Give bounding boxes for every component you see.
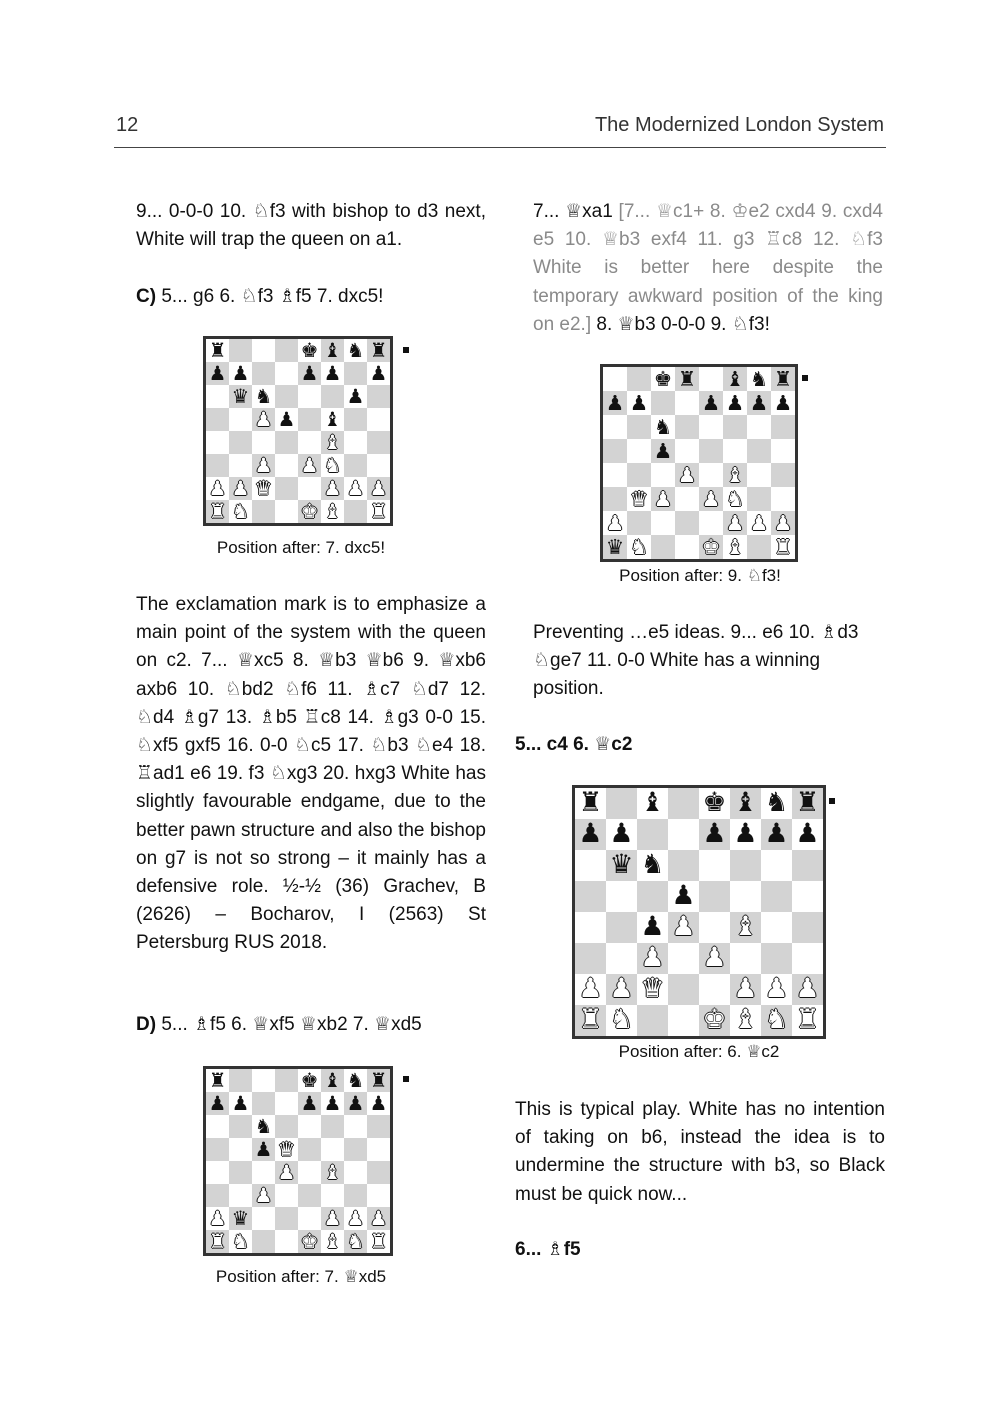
black-rook-icon: ♜ — [208, 1068, 227, 1092]
board-square — [730, 850, 761, 881]
white-pawn-icon: ♟ — [208, 476, 227, 500]
chess-board-r2 — [572, 785, 826, 1039]
board-square — [699, 463, 723, 487]
board-square — [298, 1138, 321, 1161]
board-square — [367, 1161, 390, 1184]
board-square — [344, 454, 367, 477]
white-pawn-icon: ♟ — [795, 973, 820, 1005]
board-square — [252, 1161, 275, 1184]
board-square — [603, 415, 627, 439]
book-title: The Modernized London System — [594, 114, 884, 136]
white-rook-icon: ♜ — [369, 499, 388, 523]
board-square — [344, 1161, 367, 1184]
black-knight-icon: ♞ — [749, 366, 769, 391]
board-square — [252, 1069, 275, 1092]
board-square — [575, 881, 606, 912]
board-square — [367, 454, 390, 477]
board-square — [321, 385, 344, 408]
board-square — [252, 500, 275, 523]
board-square — [668, 850, 699, 881]
black-pawn-icon: ♟ — [609, 818, 634, 850]
black-pawn-icon: ♟ — [323, 1091, 342, 1115]
white-pawn-icon: ♟ — [323, 1206, 342, 1230]
board-square — [206, 408, 229, 431]
left-paragraph-1: 9... 0-0-0 10. ♘f3 with bishop to d3 next, White will trap the queen on a1. — [136, 201, 486, 251]
board-square — [747, 463, 771, 487]
white-queen-icon: ♛ — [629, 486, 649, 511]
turn-marker-r2 — [829, 798, 835, 804]
board-square — [229, 454, 252, 477]
black-knight-icon: ♞ — [653, 414, 673, 439]
black-pawn-icon: ♟ — [749, 390, 769, 415]
chess-board-d — [203, 1066, 393, 1256]
board-square — [206, 1138, 229, 1161]
board-square — [761, 850, 792, 881]
board-square — [229, 1115, 252, 1138]
black-rook-icon: ♜ — [677, 366, 697, 391]
right-paragraph-2: Preventing …e5 ideas. 9... e6 10. ♗d3 ♘ge7 11. 0-0 White has a winning position. — [533, 622, 859, 700]
board-square — [606, 943, 637, 974]
board-square — [771, 463, 795, 487]
white-knight-icon: ♞ — [764, 1004, 789, 1036]
board-square — [367, 431, 390, 454]
board-square — [699, 511, 723, 535]
white-queen-icon: ♛ — [640, 973, 665, 1005]
white-queen-icon: ♛ — [277, 1137, 296, 1161]
board-square — [252, 1092, 275, 1115]
white-bishop-icon: ♝ — [733, 911, 758, 943]
chess-board-r1 — [600, 364, 798, 562]
right-p1-main-b: 8. ♕b3 0-0-0 9. ♘f3! — [591, 313, 770, 335]
board-square — [792, 881, 823, 912]
white-pawn-icon: ♟ — [254, 453, 273, 477]
black-pawn-icon: ♟ — [795, 818, 820, 850]
black-pawn-icon: ♟ — [578, 818, 603, 850]
board-square — [603, 439, 627, 463]
white-bishop-icon: ♝ — [323, 430, 342, 454]
board-square — [206, 431, 229, 454]
black-knight-icon: ♞ — [346, 1068, 365, 1092]
board-square — [575, 943, 606, 974]
black-pawn-icon: ♟ — [208, 1091, 227, 1115]
section-c-heading — [136, 283, 383, 311]
black-rook-icon: ♜ — [369, 338, 388, 362]
board-square — [206, 385, 229, 408]
board-square — [252, 362, 275, 385]
board-square — [298, 1184, 321, 1207]
black-bishop-icon: ♝ — [640, 787, 665, 819]
white-pawn-icon: ♟ — [749, 510, 769, 535]
board-square — [229, 1161, 252, 1184]
board-square — [344, 1115, 367, 1138]
board-square — [771, 439, 795, 463]
right-paragraph-1 — [533, 198, 883, 339]
board-square — [637, 819, 668, 850]
turn-marker-c — [403, 347, 409, 353]
white-pawn-icon: ♟ — [702, 942, 727, 974]
black-pawn-icon: ♟ — [725, 390, 745, 415]
board-square — [699, 912, 730, 943]
black-knight-icon: ♞ — [254, 384, 273, 408]
black-bishop-icon: ♝ — [733, 787, 758, 819]
white-pawn-icon: ♟ — [208, 1206, 227, 1230]
page-number: 12 — [116, 114, 139, 136]
white-pawn-icon: ♟ — [640, 942, 665, 974]
board-square — [723, 415, 747, 439]
black-pawn-icon: ♟ — [605, 390, 625, 415]
board-square — [627, 439, 651, 463]
board-c-caption: Position after: 7. dxc5! — [216, 538, 386, 557]
black-pawn-icon: ♟ — [300, 1091, 319, 1115]
white-rook-icon: ♜ — [795, 1004, 820, 1036]
board-square — [321, 1138, 344, 1161]
white-knight-icon: ♞ — [231, 1229, 250, 1253]
board-square — [275, 362, 298, 385]
board-square — [298, 385, 321, 408]
right-paragraph-3: This is typical play. White has no intention of taking on b6, instead the idea is to undermine the structure with b3, so Black must be quick now... — [515, 1099, 885, 1205]
board-square — [771, 487, 795, 511]
white-pawn-icon: ♟ — [277, 1160, 296, 1184]
black-pawn-icon: ♟ — [702, 818, 727, 850]
section-heading-bf5: 6... ♗f5 — [515, 1239, 581, 1260]
black-knight-icon: ♞ — [254, 1114, 273, 1138]
section-d-moves: 5... ♗f5 6. ♕xf5 ♕xb2 7. ♕xd5 — [161, 1014, 422, 1035]
board-square — [298, 477, 321, 500]
white-pawn-icon: ♟ — [578, 973, 603, 1005]
board-square — [229, 408, 252, 431]
board-square — [275, 477, 298, 500]
white-pawn-icon: ♟ — [653, 486, 673, 511]
board-square — [792, 943, 823, 974]
white-rook-icon: ♜ — [369, 1229, 388, 1253]
board-square — [229, 1138, 252, 1161]
board-square — [747, 535, 771, 559]
black-king-icon: ♚ — [300, 338, 319, 362]
board-square — [771, 415, 795, 439]
white-rook-icon: ♜ — [208, 499, 227, 523]
board-r1-caption: Position after: 9. ♘f3! — [619, 566, 781, 585]
white-pawn-icon: ♟ — [725, 510, 745, 535]
board-square — [206, 454, 229, 477]
black-pawn-icon: ♟ — [231, 1091, 250, 1115]
white-pawn-icon: ♟ — [369, 1206, 388, 1230]
black-pawn-icon: ♟ — [346, 1091, 365, 1115]
board-square — [367, 1138, 390, 1161]
black-knight-icon: ♞ — [764, 787, 789, 819]
board-square — [603, 487, 627, 511]
white-pawn-icon: ♟ — [764, 973, 789, 1005]
board-square — [627, 367, 651, 391]
board-square — [637, 881, 668, 912]
board-square — [675, 439, 699, 463]
board-square — [675, 511, 699, 535]
board-square — [252, 1230, 275, 1253]
white-queen-icon: ♛ — [254, 476, 273, 500]
black-bishop-icon: ♝ — [323, 407, 342, 431]
section-c-label: C) — [136, 286, 157, 307]
white-pawn-icon: ♟ — [773, 510, 793, 535]
black-king-icon: ♚ — [300, 1068, 319, 1092]
black-pawn-icon: ♟ — [369, 1091, 388, 1115]
white-king-icon: ♚ — [300, 1229, 319, 1253]
board-square — [668, 943, 699, 974]
white-bishop-icon: ♝ — [725, 534, 745, 559]
board-square — [275, 1092, 298, 1115]
board-square — [206, 1184, 229, 1207]
board-square — [344, 500, 367, 523]
black-pawn-icon: ♟ — [277, 407, 296, 431]
black-pawn-icon: ♟ — [231, 361, 250, 385]
board-square — [229, 1184, 252, 1207]
board-square — [699, 881, 730, 912]
board-square — [275, 431, 298, 454]
board-square — [699, 415, 723, 439]
white-pawn-icon: ♟ — [346, 1206, 365, 1230]
board-d-caption: Position after: 7. ♕xd5 — [215, 1267, 387, 1286]
white-bishop-icon: ♝ — [323, 499, 342, 523]
board-square — [747, 415, 771, 439]
white-bishop-icon: ♝ — [725, 462, 745, 487]
black-rook-icon: ♜ — [208, 338, 227, 362]
board-square — [747, 487, 771, 511]
board-square — [367, 1184, 390, 1207]
black-queen-icon: ♛ — [609, 849, 634, 881]
board-square — [275, 339, 298, 362]
board-square — [298, 1207, 321, 1230]
black-rook-icon: ♜ — [369, 1068, 388, 1092]
board-square — [699, 439, 723, 463]
black-pawn-icon: ♟ — [208, 361, 227, 385]
board-square — [298, 1115, 321, 1138]
white-pawn-icon: ♟ — [733, 973, 758, 1005]
board-square — [637, 1005, 668, 1036]
board-square — [206, 1161, 229, 1184]
board-square — [730, 943, 761, 974]
black-bishop-icon: ♝ — [725, 366, 745, 391]
black-pawn-icon: ♟ — [254, 1137, 273, 1161]
board-square — [668, 788, 699, 819]
black-pawn-icon: ♟ — [733, 818, 758, 850]
black-pawn-icon: ♟ — [653, 438, 673, 463]
black-pawn-icon: ♟ — [346, 384, 365, 408]
white-bishop-icon: ♝ — [323, 1160, 342, 1184]
black-queen-icon: ♛ — [231, 1206, 250, 1230]
black-pawn-icon: ♟ — [701, 390, 721, 415]
white-knight-icon: ♞ — [609, 1004, 634, 1036]
white-pawn-icon: ♟ — [254, 1183, 273, 1207]
white-pawn-icon: ♟ — [254, 407, 273, 431]
board-square — [651, 391, 675, 415]
board-square — [747, 439, 771, 463]
board-square — [606, 881, 637, 912]
board-square — [321, 1184, 344, 1207]
black-pawn-icon: ♟ — [773, 390, 793, 415]
board-square — [275, 500, 298, 523]
board-square — [298, 1161, 321, 1184]
turn-marker-d — [403, 1076, 409, 1082]
black-knight-icon: ♞ — [346, 338, 365, 362]
board-square — [367, 1115, 390, 1138]
board-square — [206, 1115, 229, 1138]
board-square — [651, 511, 675, 535]
right-p1-main-a: 7... ♕xa1 — [533, 201, 619, 222]
board-square — [606, 912, 637, 943]
white-rook-icon: ♜ — [578, 1004, 603, 1036]
black-bishop-icon: ♝ — [323, 1068, 342, 1092]
black-pawn-icon: ♟ — [369, 361, 388, 385]
board-square — [675, 415, 699, 439]
white-pawn-icon: ♟ — [677, 462, 697, 487]
white-rook-icon: ♜ — [773, 534, 793, 559]
board-square — [275, 1115, 298, 1138]
board-square — [699, 974, 730, 1005]
board-square — [651, 463, 675, 487]
white-pawn-icon: ♟ — [231, 476, 250, 500]
white-rook-icon: ♜ — [208, 1229, 227, 1253]
board-square — [668, 819, 699, 850]
black-pawn-icon: ♟ — [640, 911, 665, 943]
board-square — [275, 1069, 298, 1092]
right-p1-variation: [7... ♕c1+ 8. ♔e2 cxd4 9. cxd4 e5 10. ♕b3 exf4 11. g3 ♖c8 12. ♘f3 White is better here despite the temporary awkward position of the king on e2.] — [533, 201, 883, 335]
white-pawn-icon: ♟ — [323, 476, 342, 500]
board-square — [792, 850, 823, 881]
board-square — [252, 339, 275, 362]
board-square — [321, 1115, 344, 1138]
white-knight-icon: ♞ — [629, 534, 649, 559]
white-king-icon: ♚ — [701, 534, 721, 559]
board-square — [252, 431, 275, 454]
black-pawn-icon: ♟ — [671, 880, 696, 912]
board-square — [344, 431, 367, 454]
board-square — [606, 788, 637, 819]
black-knight-icon: ♞ — [640, 849, 665, 881]
board-square — [627, 415, 651, 439]
board-square — [723, 439, 747, 463]
section-d-label: D) — [136, 1014, 157, 1035]
board-square — [275, 1184, 298, 1207]
board-square — [627, 463, 651, 487]
board-square — [761, 943, 792, 974]
board-square — [761, 912, 792, 943]
board-square — [603, 463, 627, 487]
header-rule — [114, 147, 886, 148]
board-square — [603, 367, 627, 391]
board-square — [344, 408, 367, 431]
board-square — [699, 850, 730, 881]
white-pawn-icon: ♟ — [605, 510, 625, 535]
board-square — [275, 1230, 298, 1253]
board-square — [668, 974, 699, 1005]
board-square — [229, 431, 252, 454]
board-square — [298, 431, 321, 454]
black-rook-icon: ♜ — [578, 787, 603, 819]
white-pawn-icon: ♟ — [671, 911, 696, 943]
white-pawn-icon: ♟ — [609, 973, 634, 1005]
turn-marker-r1 — [802, 375, 808, 381]
board-square — [761, 881, 792, 912]
black-bishop-icon: ♝ — [323, 338, 342, 362]
board-square — [675, 391, 699, 415]
board-square — [229, 339, 252, 362]
black-queen-icon: ♛ — [231, 384, 250, 408]
board-square — [344, 1138, 367, 1161]
white-knight-icon: ♞ — [323, 453, 342, 477]
left-paragraph-2: The exclamation mark is to emphasize a main point of the system with the queen on c2. 7... ♕xc5 8. ♕b3 ♕b6 9. ♕xb6 axb6 10. ♘bd2 ♘f6 11. ♗c7 ♘d7 12. ♘d4 ♗g7 13. ♗b5 ♖c8 14. ♗g3 0-0 15. ♘xf5 gxf5 16. 0-0 ♘c5 17. ♘b3 ♘e4 18. ♖ad1 e6 19. f3 ♘xg3 20. hxg3 White has slightly favourable endgame, due to the better pawn structure and also the bishop on g7 is not so strong – it mainly has a defensive role. ½-½ (36) Grachev, B (2626) – Bocharov, I (2563) St Petersburg RUS 2018. — [136, 594, 486, 954]
board-square — [275, 1207, 298, 1230]
white-pawn-icon: ♟ — [701, 486, 721, 511]
white-pawn-icon: ♟ — [369, 476, 388, 500]
board-square — [229, 1069, 252, 1092]
white-knight-icon: ♞ — [346, 1229, 365, 1253]
board-square — [344, 362, 367, 385]
board-square — [675, 487, 699, 511]
white-bishop-icon: ♝ — [323, 1229, 342, 1253]
white-pawn-icon: ♟ — [346, 476, 365, 500]
chess-board-c — [203, 336, 393, 526]
white-knight-icon: ♞ — [725, 486, 745, 511]
white-knight-icon: ♞ — [231, 499, 250, 523]
section-heading-c4: 5... c4 6. ♕c2 — [515, 734, 633, 755]
board-square — [627, 511, 651, 535]
board-square — [275, 454, 298, 477]
section-c-moves: 5... g6 6. ♘f3 ♗f5 7. dxc5! — [161, 286, 384, 307]
board-square — [275, 385, 298, 408]
white-king-icon: ♚ — [702, 1004, 727, 1036]
black-rook-icon: ♜ — [795, 787, 820, 819]
black-pawn-icon: ♟ — [300, 361, 319, 385]
board-square — [298, 408, 321, 431]
black-rook-icon: ♜ — [773, 366, 793, 391]
board-square — [792, 912, 823, 943]
black-queen-icon: ♛ — [605, 534, 625, 559]
board-r2-caption: Position after: 6. ♕c2 — [618, 1042, 780, 1061]
board-square — [575, 912, 606, 943]
board-square — [367, 385, 390, 408]
board-square — [575, 850, 606, 881]
board-square — [699, 367, 723, 391]
white-pawn-icon: ♟ — [300, 453, 319, 477]
black-pawn-icon: ♟ — [629, 390, 649, 415]
black-king-icon: ♚ — [653, 366, 673, 391]
board-square — [675, 535, 699, 559]
board-square — [730, 881, 761, 912]
board-square — [367, 408, 390, 431]
black-king-icon: ♚ — [702, 787, 727, 819]
section-d-heading — [136, 1011, 422, 1039]
white-bishop-icon: ♝ — [733, 1004, 758, 1036]
board-square — [252, 1207, 275, 1230]
board-square — [651, 535, 675, 559]
white-king-icon: ♚ — [300, 499, 319, 523]
black-pawn-icon: ♟ — [764, 818, 789, 850]
board-square — [668, 1005, 699, 1036]
board-square — [344, 1184, 367, 1207]
black-pawn-icon: ♟ — [323, 361, 342, 385]
